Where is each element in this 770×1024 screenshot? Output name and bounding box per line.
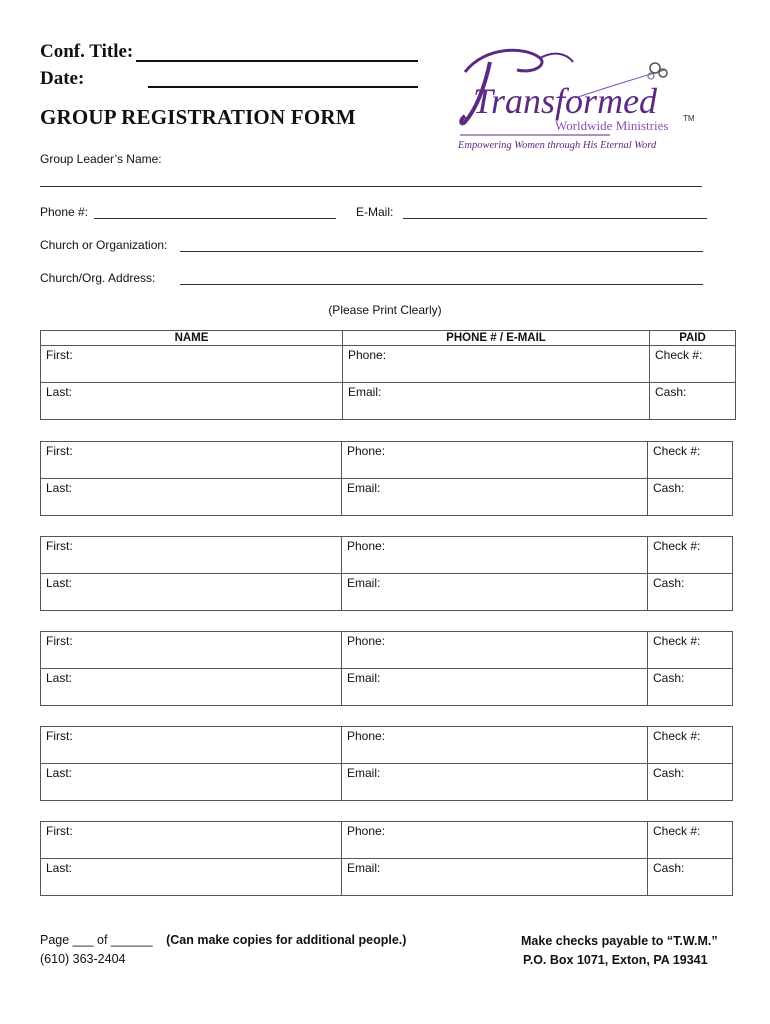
col-header-name: NAME [41, 331, 343, 346]
cash-label: Cash: [653, 671, 685, 685]
church-line[interactable] [180, 251, 703, 252]
last-label: Last: [46, 481, 73, 495]
mailing-address: P.O. Box 1071, Exton, PA 19341 [523, 953, 708, 967]
cash-cell[interactable] [648, 479, 733, 516]
phone-cell-label: Phone: [347, 729, 386, 743]
email-cell-label: Email: [347, 576, 381, 590]
first-name-cell[interactable] [41, 346, 343, 383]
last-label: Last: [46, 766, 73, 780]
phone-cell[interactable] [342, 632, 648, 669]
phone-label: Phone #: [40, 205, 89, 219]
group-leader-line[interactable] [40, 186, 702, 187]
footer-left [40, 933, 406, 947]
registration-block-5 [40, 726, 733, 801]
col-header-phone-email: PHONE # / E-MAIL [343, 331, 650, 346]
date-label: Date: [40, 68, 85, 89]
conf-title-line[interactable] [136, 60, 418, 62]
col-header-paid: PAID [650, 331, 736, 346]
date-line[interactable] [148, 86, 418, 88]
cash-label: Cash: [653, 481, 685, 495]
logo-trademark: TM [683, 114, 695, 123]
check-cell[interactable] [648, 822, 733, 859]
phone-cell-label: Phone: [347, 634, 386, 648]
cash-cell[interactable] [648, 859, 733, 896]
registration-block-4 [40, 631, 733, 706]
email-cell[interactable] [342, 669, 648, 706]
last-name-cell[interactable] [41, 574, 342, 611]
phone-cell[interactable] [342, 822, 648, 859]
church-label: Church or Organization: [40, 238, 168, 252]
email-cell-label: Email: [347, 481, 381, 495]
check-label: Check #: [653, 539, 701, 553]
check-cell[interactable] [650, 346, 736, 383]
cash-cell[interactable] [648, 764, 733, 801]
check-cell[interactable] [648, 632, 733, 669]
first-name-cell[interactable] [41, 727, 342, 764]
payable-note: Make checks payable to “T.W.M.” [521, 934, 718, 948]
check-cell[interactable] [648, 537, 733, 574]
last-label: Last: [46, 576, 73, 590]
first-label: First: [46, 634, 73, 648]
last-name-cell[interactable] [41, 479, 342, 516]
cash-cell[interactable] [648, 574, 733, 611]
page-count: Page ___ of ______ [40, 933, 153, 947]
first-label: First: [46, 348, 73, 362]
last-name-cell[interactable] [41, 669, 342, 706]
ministry-logo [455, 40, 700, 165]
last-label: Last: [46, 861, 73, 875]
phone-cell[interactable] [342, 537, 648, 574]
group-leader-label: Group Leader’s Name: [40, 152, 162, 166]
check-label: Check #: [653, 824, 701, 838]
first-label: First: [46, 729, 73, 743]
email-cell[interactable] [342, 574, 648, 611]
phone-line[interactable] [94, 218, 336, 219]
last-label: Last: [46, 385, 73, 399]
first-name-cell[interactable] [41, 632, 342, 669]
phone-cell-label: Phone: [347, 539, 386, 553]
email-cell-label: Email: [347, 671, 381, 685]
email-cell-label: Email: [347, 861, 381, 875]
conf-title-label: Conf. Title: [40, 41, 134, 62]
check-label: Check #: [653, 729, 701, 743]
first-name-cell[interactable] [41, 822, 342, 859]
email-cell[interactable] [342, 479, 648, 516]
address-line[interactable] [180, 284, 703, 285]
last-name-cell[interactable] [41, 764, 342, 801]
email-cell[interactable] [342, 859, 648, 896]
phone-cell-label: Phone: [347, 824, 386, 838]
phone-cell[interactable] [342, 442, 648, 479]
cash-label: Cash: [653, 861, 685, 875]
phone-cell[interactable] [343, 346, 650, 383]
registration-block-3 [40, 536, 733, 611]
first-label: First: [46, 539, 73, 553]
registration-block-6 [40, 821, 733, 896]
phone-cell-label: Phone: [347, 444, 386, 458]
first-name-cell[interactable] [41, 442, 342, 479]
form-title: GROUP REGISTRATION FORM [40, 105, 356, 129]
cash-label: Cash: [655, 385, 687, 399]
copies-note: (Can make copies for additional people.) [166, 933, 407, 947]
email-label: E-Mail: [356, 205, 394, 219]
registration-block-2 [40, 441, 733, 516]
email-cell[interactable] [342, 764, 648, 801]
address-label: Church/Org. Address: [40, 271, 156, 285]
cash-cell[interactable] [650, 383, 736, 420]
last-label: Last: [46, 671, 73, 685]
cash-cell[interactable] [648, 669, 733, 706]
last-name-cell[interactable] [41, 383, 343, 420]
phone-cell[interactable] [342, 727, 648, 764]
first-name-cell[interactable] [41, 537, 342, 574]
email-cell[interactable] [343, 383, 650, 420]
logo-subtitle: Worldwide Ministries [555, 118, 669, 133]
logo-tagline: Empowering Women through His Eternal Word [458, 140, 657, 151]
first-label: First: [46, 444, 73, 458]
check-label: Check #: [653, 444, 701, 458]
cash-label: Cash: [653, 766, 685, 780]
print-note: (Please Print Clearly) [328, 303, 442, 317]
email-line[interactable] [403, 218, 707, 219]
cash-label: Cash: [653, 576, 685, 590]
email-cell-label: Email: [347, 766, 381, 780]
check-cell[interactable] [648, 727, 733, 764]
phone-cell-label: Phone: [348, 348, 387, 362]
check-cell[interactable] [648, 442, 733, 479]
check-label: Check #: [653, 634, 701, 648]
footer-phone: (610) 363-2404 [40, 952, 126, 966]
email-cell-label: Email: [348, 385, 382, 399]
registration-block-1 [40, 330, 736, 420]
check-label: Check #: [655, 348, 703, 362]
logo-brand-word: Transformed [473, 81, 658, 121]
last-name-cell[interactable] [41, 859, 342, 896]
first-label: First: [46, 824, 73, 838]
